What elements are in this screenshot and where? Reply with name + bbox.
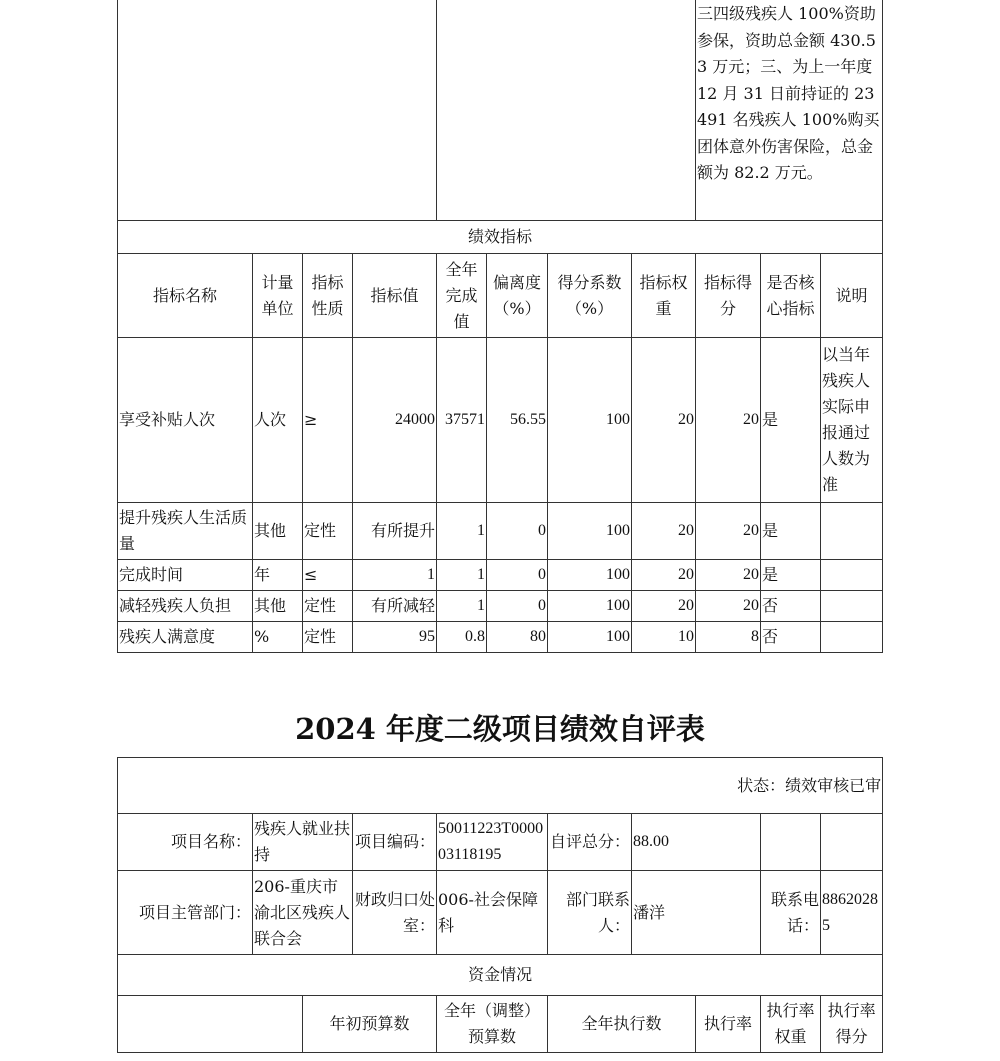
note-cell xyxy=(821,560,883,591)
core-flag: 否 xyxy=(761,622,821,653)
header-cell: 全年完成值 xyxy=(437,254,487,338)
nature-cell: 定性 xyxy=(303,622,353,653)
deviation-value: 0 xyxy=(487,503,548,560)
header-cell: 得分系数（%） xyxy=(548,254,632,338)
note-cell xyxy=(821,503,883,560)
empty-cell xyxy=(118,0,437,221)
project-code-label: 项目编码： xyxy=(353,814,437,871)
funds-header-cell: 全年执行数 xyxy=(548,996,696,1053)
deviation-value: 0 xyxy=(487,591,548,622)
target-value: 24000 xyxy=(353,338,437,503)
note-cell xyxy=(821,591,883,622)
project-name-value: 残疾人就业扶持 xyxy=(253,814,353,871)
unit-cell: 其他 xyxy=(253,591,303,622)
unit-cell: 年 xyxy=(253,560,303,591)
page-title: 2024 年度二级项目绩效自评表 xyxy=(295,712,705,746)
self-score-value: 88.00 xyxy=(632,814,761,871)
section-title: 绩效指标 xyxy=(118,221,883,254)
header-cell: 说明 xyxy=(821,254,883,338)
score-value: 20 xyxy=(696,591,761,622)
score-value: 20 xyxy=(696,560,761,591)
score-value: 20 xyxy=(696,503,761,560)
core-flag: 是 xyxy=(761,503,821,560)
finance-value: 006-社会保障科 xyxy=(437,871,548,955)
contact-value: 潘洋 xyxy=(632,871,761,955)
empty-cell xyxy=(821,814,883,871)
unit-cell: 其他 xyxy=(253,503,303,560)
description-row xyxy=(118,0,883,221)
self-score-label: 自评总分： xyxy=(548,814,632,871)
core-flag: 是 xyxy=(761,338,821,503)
table-header-row xyxy=(118,254,883,338)
project-name-label: 项目名称： xyxy=(118,814,253,871)
weight-value: 20 xyxy=(632,338,696,503)
header-cell: 偏离度（%） xyxy=(487,254,548,338)
project-row xyxy=(118,814,883,871)
phone-label: 联系电话： xyxy=(761,871,821,955)
table-row xyxy=(118,622,883,653)
actual-value: 37571 xyxy=(437,338,487,503)
score-coefficient: 100 xyxy=(548,338,632,503)
status-text: 状态：绩效审核已审 xyxy=(118,758,883,814)
empty-cell xyxy=(437,0,696,221)
dept-label: 项目主管部门： xyxy=(118,871,253,955)
nature-cell: ≤ xyxy=(303,560,353,591)
funds-title: 资金情况 xyxy=(118,955,883,996)
target-value: 有所提升 xyxy=(353,503,437,560)
nature-cell: ≥ xyxy=(303,338,353,503)
indicator-name: 残疾人满意度 xyxy=(118,622,253,653)
score-coefficient: 100 xyxy=(548,622,632,653)
weight-value: 10 xyxy=(632,622,696,653)
funds-header-cell: 执行率得分 xyxy=(821,996,883,1053)
empty-cell xyxy=(761,814,821,871)
header-cell: 指标得分 xyxy=(696,254,761,338)
weight-value: 20 xyxy=(632,503,696,560)
target-value: 有所减轻 xyxy=(353,591,437,622)
deviation-value: 0 xyxy=(487,560,548,591)
header-cell: 指标权重 xyxy=(632,254,696,338)
funds-header-cell: 执行率 xyxy=(696,996,761,1053)
table-row xyxy=(118,560,883,591)
actual-value: 0.8 xyxy=(437,622,487,653)
empty-cell xyxy=(118,996,303,1053)
core-flag: 否 xyxy=(761,591,821,622)
score-coefficient: 100 xyxy=(548,503,632,560)
nature-cell: 定性 xyxy=(303,591,353,622)
core-flag: 是 xyxy=(761,560,821,591)
score-coefficient: 100 xyxy=(548,591,632,622)
performance-indicator-table xyxy=(117,0,883,653)
phone-value: 88620285 xyxy=(821,871,883,955)
finance-label: 财政归口处室： xyxy=(353,871,437,955)
nature-cell: 定性 xyxy=(303,503,353,560)
header-cell: 是否核心指标 xyxy=(761,254,821,338)
header-cell: 指标名称 xyxy=(118,254,253,338)
target-value: 1 xyxy=(353,560,437,591)
description-text: 三四级残疾人 100%资助参保，资助总金额 430.53 万元；三、为上一年度 12 月 31 日前持证的 23491 名残疾人 100%购买团体意外伤害保险，总金额为 82.2 万元。 xyxy=(696,0,883,221)
header-cell: 指标性质 xyxy=(303,254,353,338)
unit-cell: 人次 xyxy=(253,338,303,503)
header-cell: 指标值 xyxy=(353,254,437,338)
project-code-value: 50011223T000003118195 xyxy=(437,814,548,871)
note-cell: 以当年残疾人实际申报通过人数为准 xyxy=(821,338,883,503)
target-value: 95 xyxy=(353,622,437,653)
table-row xyxy=(118,591,883,622)
indicator-name: 完成时间 xyxy=(118,560,253,591)
table-row xyxy=(118,338,883,503)
header-cell: 计量单位 xyxy=(253,254,303,338)
score-value: 8 xyxy=(696,622,761,653)
deviation-value: 56.55 xyxy=(487,338,548,503)
department-row xyxy=(118,871,883,955)
contact-label: 部门联系人： xyxy=(548,871,632,955)
indicator-name: 享受补贴人次 xyxy=(118,338,253,503)
weight-value: 20 xyxy=(632,560,696,591)
score-coefficient: 100 xyxy=(548,560,632,591)
weight-value: 20 xyxy=(632,591,696,622)
indicator-name: 减轻残疾人负担 xyxy=(118,591,253,622)
project-info-table xyxy=(117,757,883,1053)
score-value: 20 xyxy=(696,338,761,503)
funds-header-cell: 全年（调整）预算数 xyxy=(437,996,548,1053)
indicator-name: 提升残疾人生活质量 xyxy=(118,503,253,560)
funds-header-row xyxy=(118,996,883,1053)
unit-cell: % xyxy=(253,622,303,653)
funds-header-cell: 执行率权重 xyxy=(761,996,821,1053)
actual-value: 1 xyxy=(437,591,487,622)
table-row xyxy=(118,503,883,560)
actual-value: 1 xyxy=(437,560,487,591)
deviation-value: 80 xyxy=(487,622,548,653)
actual-value: 1 xyxy=(437,503,487,560)
funds-header-cell: 年初预算数 xyxy=(303,996,437,1053)
note-cell xyxy=(821,622,883,653)
dept-value: 206-重庆市渝北区残疾人联合会 xyxy=(253,871,353,955)
